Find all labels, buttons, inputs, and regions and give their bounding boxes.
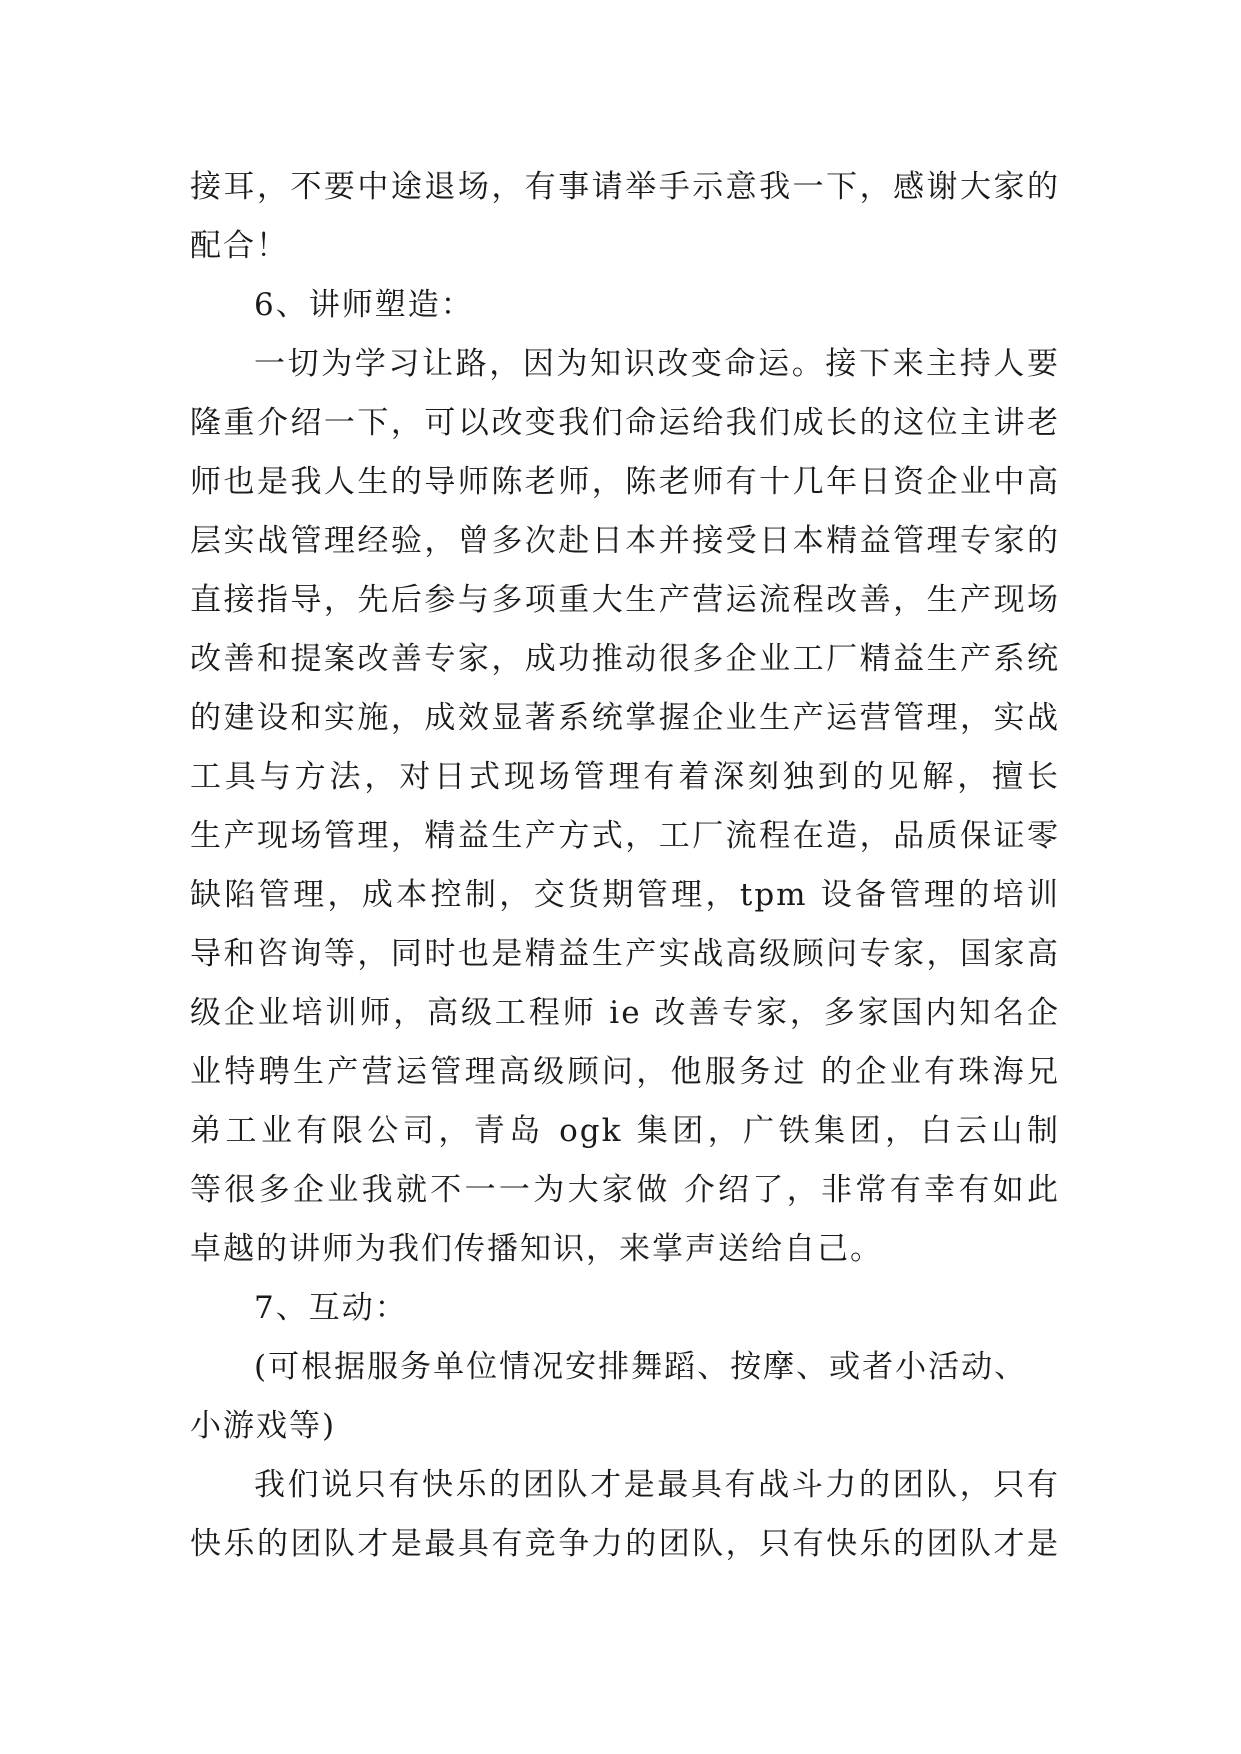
text-line: 小游戏等) <box>190 1408 337 1444</box>
document-body <box>190 158 1060 1574</box>
text-line: 级企业培训师，高级工程师 ie 改善专家，多家国内知名企 <box>190 995 1060 1031</box>
text-line: 改善和提案改善专家，成功推动很多企业工厂精益生产系统 <box>190 641 1060 677</box>
text-line: 生产现场管理，精益生产方式，工厂流程在造，品质保证零 <box>190 818 1060 854</box>
text-line: 师也是我人生的导师陈老师，陈老师有十几年日资企业中高 <box>190 464 1060 500</box>
text-line: 工具与方法，对日式现场管理有着深刻独到的见解，擅长 <box>190 759 1060 795</box>
text-line: 缺陷管理，成本控制，交货期管理，tpm 设备管理的培训 <box>190 877 1060 913</box>
text-line: 业特聘生产营运管理高级顾问，他服务过 的企业有珠海兄 <box>190 1054 1060 1090</box>
text-line: 配合！ <box>190 228 289 264</box>
text-line: (可根据服务单位情况安排舞蹈、按摩、或者小活动、 <box>254 1349 1028 1385</box>
text-line: 隆重介绍一下，可以改变我们命运给我们成长的这位主讲老 <box>190 405 1060 441</box>
text-line: 卓越的讲师为我们传播知识，来掌声送给自己。 <box>190 1231 883 1267</box>
text-line: 等很多企业我就不一一为大家做 介绍了，非常有幸有如此 <box>190 1172 1060 1208</box>
text-line: 一切为学习让路，因为知识改变命运。接下来主持人要 <box>254 346 1060 382</box>
text-line: 快乐的团队才是最具有竞争力的团队，只有快乐的团队才是 <box>190 1526 1060 1562</box>
text-line: 直接指导，先后参与多项重大生产营运流程改善，生产现场 <box>190 582 1060 618</box>
text-line: 导和咨询等，同时也是精益生产实战高级顾问专家，国家高 <box>190 936 1060 972</box>
section-heading: 6、讲师塑造： <box>254 287 474 323</box>
text-line: 层实战管理经验，曾多次赴日本并接受日本精益管理专家的 <box>190 523 1060 559</box>
text-line: 弟工业有限公司，青岛 ogk 集团，广铁集团，白云山制 <box>190 1113 1060 1149</box>
text-line: 的建设和实施，成效显著系统掌握企业生产运营管理，实战 <box>190 700 1060 736</box>
section-heading: 7、互动： <box>254 1290 408 1326</box>
text-line: 我们说只有快乐的团队才是最具有战斗力的团队，只有 <box>254 1467 1060 1503</box>
text-line: 接耳，不要中途退场，有事请举手示意我一下，感谢大家的 <box>190 169 1060 205</box>
